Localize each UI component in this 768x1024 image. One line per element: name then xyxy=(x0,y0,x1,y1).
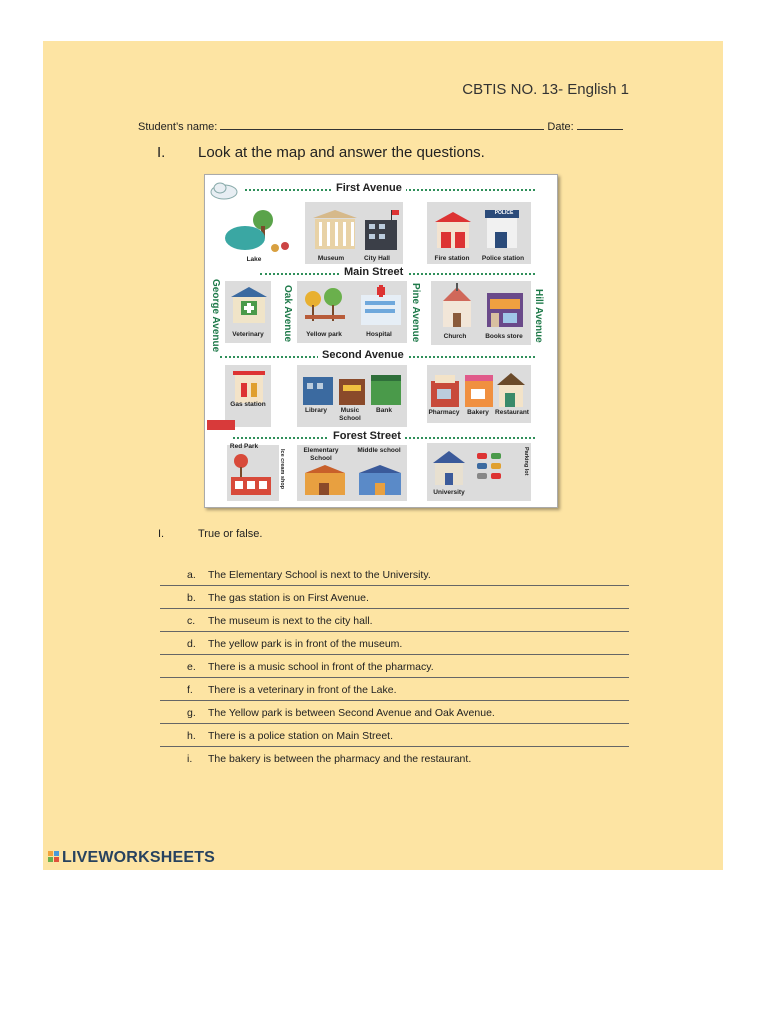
label-yellow-park: Yellow park xyxy=(306,331,342,338)
label-library: Library xyxy=(304,407,328,414)
label-hospital: Hospital xyxy=(366,331,392,338)
street-main-street: Main Street xyxy=(340,266,407,278)
street-pine-avenue: Pine Avenue xyxy=(410,283,421,343)
street-forest-street: Forest Street xyxy=(329,430,405,442)
block-schools xyxy=(297,445,407,501)
label-ice-cream: Ice cream shop xyxy=(279,449,285,490)
block-church-books xyxy=(431,281,531,345)
question-item[interactable]: i. The bakery is between the pharmacy and the restaurant. xyxy=(187,753,472,765)
part-title: True or false. xyxy=(198,528,263,540)
red-arrow-icon xyxy=(207,420,235,430)
student-info-row xyxy=(138,119,623,133)
question-item[interactable]: g. The Yellow park is between Second Avenue and Oak Avenue. xyxy=(160,700,629,724)
veterinary-icon xyxy=(231,287,267,327)
label-bank: Bank xyxy=(376,407,392,414)
schools-icon xyxy=(301,465,405,499)
question-item[interactable]: h. There is a police station on Main Street. xyxy=(160,723,629,747)
question-item[interactable]: a. The Elementary School is next to the University. xyxy=(160,562,629,586)
label-church: Church xyxy=(443,333,467,340)
church-books-icon xyxy=(435,283,529,331)
street-second-avenue: Second Avenue xyxy=(318,349,408,361)
label-museum: Museum xyxy=(317,255,345,262)
label-city-hall: City Hall xyxy=(363,255,390,262)
label-pharmacy: Pharmacy xyxy=(428,409,460,416)
logo-text: LIVEWORKSHEETS xyxy=(62,849,216,866)
university-parking-icon xyxy=(431,449,511,487)
part-number: I. xyxy=(158,528,165,540)
label-fire-station: Fire station xyxy=(434,255,470,262)
date-label: Date: xyxy=(547,121,574,133)
label-red-park: Red Park xyxy=(229,443,259,450)
block-university-parking xyxy=(427,443,531,501)
label-restaurant: Restaurant xyxy=(495,409,529,416)
street-george-avenue: George Avenue xyxy=(210,279,221,353)
question-item[interactable]: d. The yellow park is in front of the museum. xyxy=(160,631,629,655)
museum-cityhall-icon xyxy=(311,210,401,254)
course-header: CBTIS NO. 13- English 1 xyxy=(462,81,629,98)
street-first-avenue: First Avenue xyxy=(332,182,406,194)
label-veterinary: Veterinary xyxy=(232,331,264,338)
student-name-field[interactable] xyxy=(220,119,544,130)
label-middle-school: Middle school xyxy=(357,447,401,454)
red-park-icecream-icon xyxy=(229,451,277,497)
block-library-music-bank xyxy=(297,365,407,427)
block-park-hospital xyxy=(297,281,407,343)
label-music-school: Music School xyxy=(339,407,361,422)
question-list xyxy=(43,562,723,782)
date-field[interactable] xyxy=(577,119,623,130)
section-number: I. xyxy=(157,144,166,161)
liveworksheets-logo[interactable] xyxy=(48,849,215,867)
liveworksheets-logo-icon xyxy=(48,851,60,863)
label-elementary-school: Elementary School xyxy=(303,447,339,462)
street-oak-avenue: Oak Avenue xyxy=(282,285,293,343)
student-name-label: Student’s name: xyxy=(138,121,218,133)
cloud-icon xyxy=(209,179,239,201)
question-item[interactable]: b. The gas station is on First Avenue. xyxy=(160,585,629,609)
question-item[interactable]: f. There is a veterinary in front of the Lake. xyxy=(160,677,629,701)
label-books-store: Books store xyxy=(485,333,523,340)
block-fire-police xyxy=(427,202,531,264)
section-title: Look at the map and answer the questions. xyxy=(198,144,485,161)
park-hospital-icon xyxy=(301,285,405,329)
label-gas-station: Gas station xyxy=(230,401,266,408)
question-item[interactable]: e. There is a music school in front of the pharmacy. xyxy=(160,654,629,678)
label-parking-lot: Parking lot xyxy=(523,447,529,476)
police-sign: POLICE xyxy=(494,210,514,216)
label-bakery: Bakery xyxy=(467,409,489,416)
library-music-bank-icon xyxy=(301,371,405,407)
label-police-station: Police station xyxy=(481,255,525,262)
question-item[interactable]: c. The museum is next to the city hall. xyxy=(160,608,629,632)
block-lake xyxy=(219,200,297,268)
block-red-park-icecream xyxy=(227,443,285,501)
block-gas-station xyxy=(225,365,271,427)
block-museum-cityhall xyxy=(305,202,403,264)
label-university: University xyxy=(433,489,465,496)
street-hill-avenue: Hill Avenue xyxy=(533,289,544,343)
block-pharmacy-bakery-restaurant xyxy=(427,365,531,423)
block-veterinary xyxy=(225,281,271,343)
town-map xyxy=(204,174,558,508)
pharmacy-bakery-restaurant-icon xyxy=(429,369,529,409)
lake-icon xyxy=(223,206,297,256)
worksheet-page xyxy=(43,41,723,870)
label-lake: Lake xyxy=(246,256,262,263)
